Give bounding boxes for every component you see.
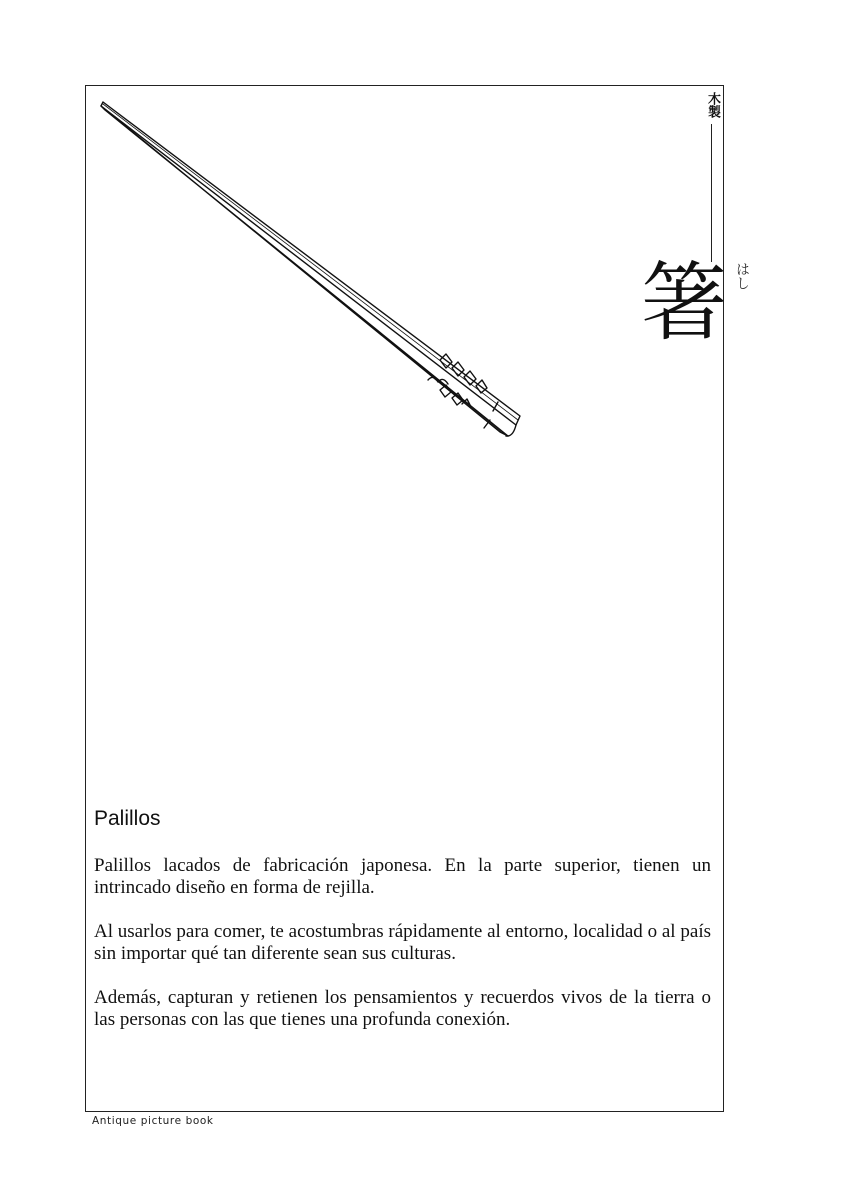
kanji-reading: はし <box>734 262 750 290</box>
item-kanji: 箸 <box>641 253 727 353</box>
item-title: Palillos <box>94 807 161 830</box>
material-label: 木製 <box>705 92 720 118</box>
description-paragraph: Palillos lacados de fabricación japonesa. En la parte superior, tienen un intrincado diseño en forma de rejilla. <box>94 855 711 898</box>
footer-caption: Antique picture book <box>92 1115 214 1127</box>
description-paragraph: Al usarlos para comer, te acostumbras rápidamente al entorno, localidad o al país sin importar qué tan diferente sean sus culturas. <box>94 921 711 964</box>
vertical-divider <box>711 124 712 262</box>
item-description <box>94 855 711 1053</box>
chopsticks-illustration <box>95 95 535 450</box>
description-paragraph: Además, capturan y retienen los pensamientos y recuerdos vivos de la tierra o las personas con las que tienes una profunda conexión. <box>94 987 711 1030</box>
